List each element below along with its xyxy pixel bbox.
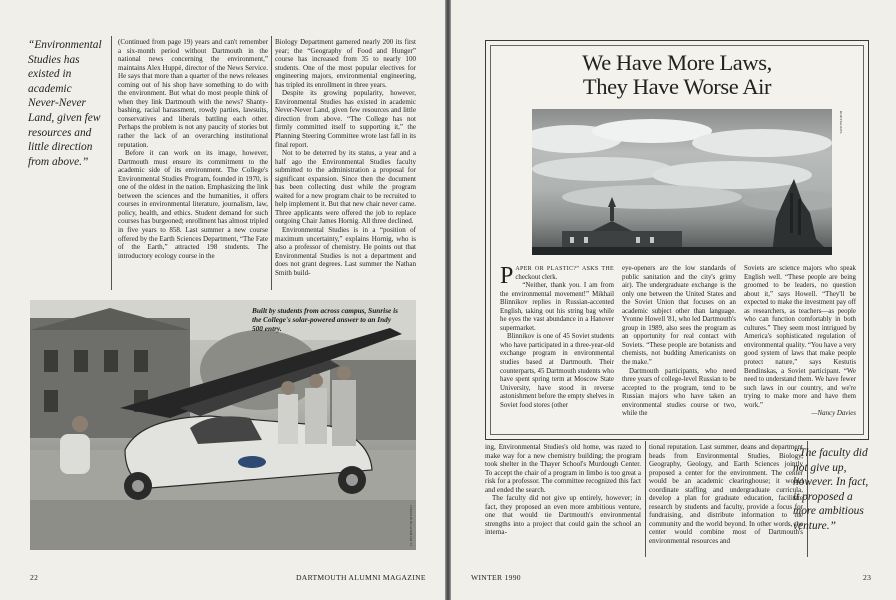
paragraph: Biology Department garnered nearly 200 its first year; the “Geography of Food and Hunger” course has increased from 35 to nearly 100 students. One of the most popular electives for engineering majors, environmental engineering, has tripled its enrollment in three years. bbox=[275, 38, 416, 89]
paragraph: Before it can work on its image, however, Dartmouth must ensure its commitment to the academic side of its environment. The College's Environmental Studies Program, founded in 1970, is one of the oldest in the nation. Emphasizing the link between the sciences and the humanities, it offers courses in environmental literature, journalism, law, policy, health, and ethics. Student demand for such courses has burgeoned; enrollment has almost tripled in five years to 858. Last summer a new course offered by the Earth Sciences Department, “The Fate of the Earth,” attracted 198 students. The introductory ecology course in the bbox=[118, 149, 268, 260]
paragraph: Soviets are science majors who speak English well. “These people are being groomed to be leaders, no question about it,” says Howell. “They'll be expected to make the investment pay off as researchers, as teachers—as people who can function comfortably in both cultures.” They seem most intrigued by America's sophisticated regulation of environmental quality. “You have a very good system of laws that make people protect nature,” says Kestutis Bendinskas, a Soviet participant. “We need to understand them. We have fewer such laws in our country, and we're trying to make more and have them work.” bbox=[744, 265, 857, 409]
right-page bbox=[451, 0, 896, 600]
issue-date: WINTER 1990 bbox=[471, 573, 521, 582]
left-page bbox=[0, 0, 445, 600]
dropcap-letter: P bbox=[500, 263, 514, 289]
paragraph: (Continued from page 19) years and can't remember a six-month period without Dartmouth in the national news concerning the environment,” maintains Alex Huppé, director of the News Service. He says that more than a quarter of the news releases coming out of his shop have something to do with the environment. But what do most people think of when they link Dartmouth with the news? Shanty-bashing, racial harassment, rowdy parties, lawsuits, conservatives and liberals battling each other. Perhaps the problem is not any paucity of stories but rather the lack of an overarching institutional reputation. bbox=[118, 38, 268, 149]
illustration-credit: ROD HAGUES bbox=[839, 111, 843, 134]
pull-quote-right: “The faculty did not give up, however. In fact, it proposed a more ambitious venture.” bbox=[793, 447, 869, 532]
paragraph: tional reputation. Last summer, deans and department heads from Environmental Studies, Biology, Geography, Geology, and Earth Sciences jointly proposed a center for the environment. The center would be an academic clearinghouse; it would coordinate staffing and undergraduate curricula, develop a plan for graduate education, facilitate research by students and faculty, provide a focus for fundraising, and distribute information to the community and the world beyond. In other words, the center would combine most of Dartmouth's environmental resources and bbox=[649, 443, 803, 546]
smog-illustration-art bbox=[532, 109, 832, 255]
paragraph: “Neither, thank you. I am from the environmental movement!” Mikhail Blinnikov replies in Russian-accented English, taking out his string bag while he eyes the vast abundance in a Hanover supermarket. bbox=[500, 282, 614, 332]
paragraph: Environmental Studies is in a “position of maximum uncertainty,” explains Hornig, who is also a professor of chemistry. He points out that Environmental Studies is not a department and does not grant degrees. Last summer the Nathan Smith build- bbox=[275, 226, 416, 277]
column-rule bbox=[271, 36, 272, 290]
sidebar-signature: —Nancy Davies bbox=[811, 410, 856, 418]
headline-line-2: They Have Worse Air bbox=[582, 74, 772, 99]
photo-caption: Built by students from across campus, Sunrise is the College's solar-powered answer to an Indy 500 entry. bbox=[252, 306, 398, 333]
paragraph: Dartmouth participants, who need three years of college-level Russian to be accepted to the program, tend to be Russian majors who have taken an environmental studies course or two, while the bbox=[622, 367, 736, 418]
page-number-left: 22 bbox=[30, 573, 39, 582]
article-column-1 bbox=[118, 38, 268, 260]
paragraph: Blinnikov is one of 45 Soviet students who have participated in a three-year-old exchange program in environmental studies based at Dartmouth. Their counterparts, 45 Dartmouth students who have spent spring term at Moscow State University, have stood in reverse astonishment before the empty shelves in Soviet food stores (other bbox=[500, 333, 614, 409]
sidebar-lead-paragraph bbox=[500, 263, 614, 289]
column-rule bbox=[645, 441, 646, 557]
headline-line-1: We Have More Laws, bbox=[582, 50, 772, 75]
solar-car-image bbox=[30, 300, 416, 550]
smog-illustration bbox=[532, 109, 832, 255]
photo-credit: CHARLIE BLACKHAM '71 bbox=[409, 505, 413, 547]
article-column-2 bbox=[275, 38, 416, 277]
paragraph: The faculty did not give up entirely, however; in fact, they proposed an even more ambitious venture, one that would tie Dartmouth's environmental strengths into a project that could gain the school an interna- bbox=[485, 494, 641, 537]
sidebar-column-1 bbox=[500, 265, 614, 410]
lead-small-caps: APER OR PLASTIC?” ASKS THE bbox=[515, 266, 614, 272]
paragraph: Despite its growing popularity, however, Environmental Studies has existed in academic Never-Never Land, given few resources and little direction from above. “The College has not firmly committed itself to supporting it,” the Planning Steering Committee wrote last fall in its final report. bbox=[275, 89, 416, 149]
paragraph: eye-openers are the low standards of public sanitation and the city's grimy air). The undergraduate exchange is the only one between the United States and the Soviet Union that focuses on an academic subject other than language. Yvonne Howell '81, who led Dartmouth's group in 1989, also sees the program as an opportunity for real contact with Soviets. “These people are botanists and chemists, not budding Americanists on the make.” bbox=[622, 265, 736, 367]
solar-car-photo bbox=[30, 300, 416, 550]
page-number-right: 23 bbox=[863, 573, 872, 582]
paragraph: Not to be deterred by its status, a year and a half ago the Environmental Studies faculty submitted to the administration a proposal for significant expansion. Since then the document has been collecting dust while the program waited for a new program chair to be recruited to help implement it. But that new chair never came. Three applicants were offered the job to replace outgoing Chair James Hornig. All three declined. bbox=[275, 149, 416, 226]
pull-quote-left: “Environmental Studies has existed in academic Never-Never Land, given few resources and little direction from above.” bbox=[28, 39, 102, 168]
sidebar-headline bbox=[486, 51, 868, 99]
sidebar-column-2 bbox=[622, 265, 736, 419]
article-column-1 bbox=[485, 443, 641, 537]
sidebar-box bbox=[485, 40, 869, 440]
sidebar-column-3 bbox=[744, 265, 856, 419]
column-rule bbox=[111, 36, 112, 290]
paragraph: ing, Environmental Studies's old home, was razed to make way for a new chemistry building; the program took shelter in the Thayer School's Murdough Center. To accept the chair of a program in limbo is too great a risk for a professor. The committee recognized this fact and ended the search. bbox=[485, 443, 641, 494]
article-column-2 bbox=[649, 443, 803, 546]
lead-text: checkout clerk. bbox=[515, 273, 558, 281]
magazine-title: DARTMOUTH ALUMNI MAGAZINE bbox=[296, 573, 426, 582]
